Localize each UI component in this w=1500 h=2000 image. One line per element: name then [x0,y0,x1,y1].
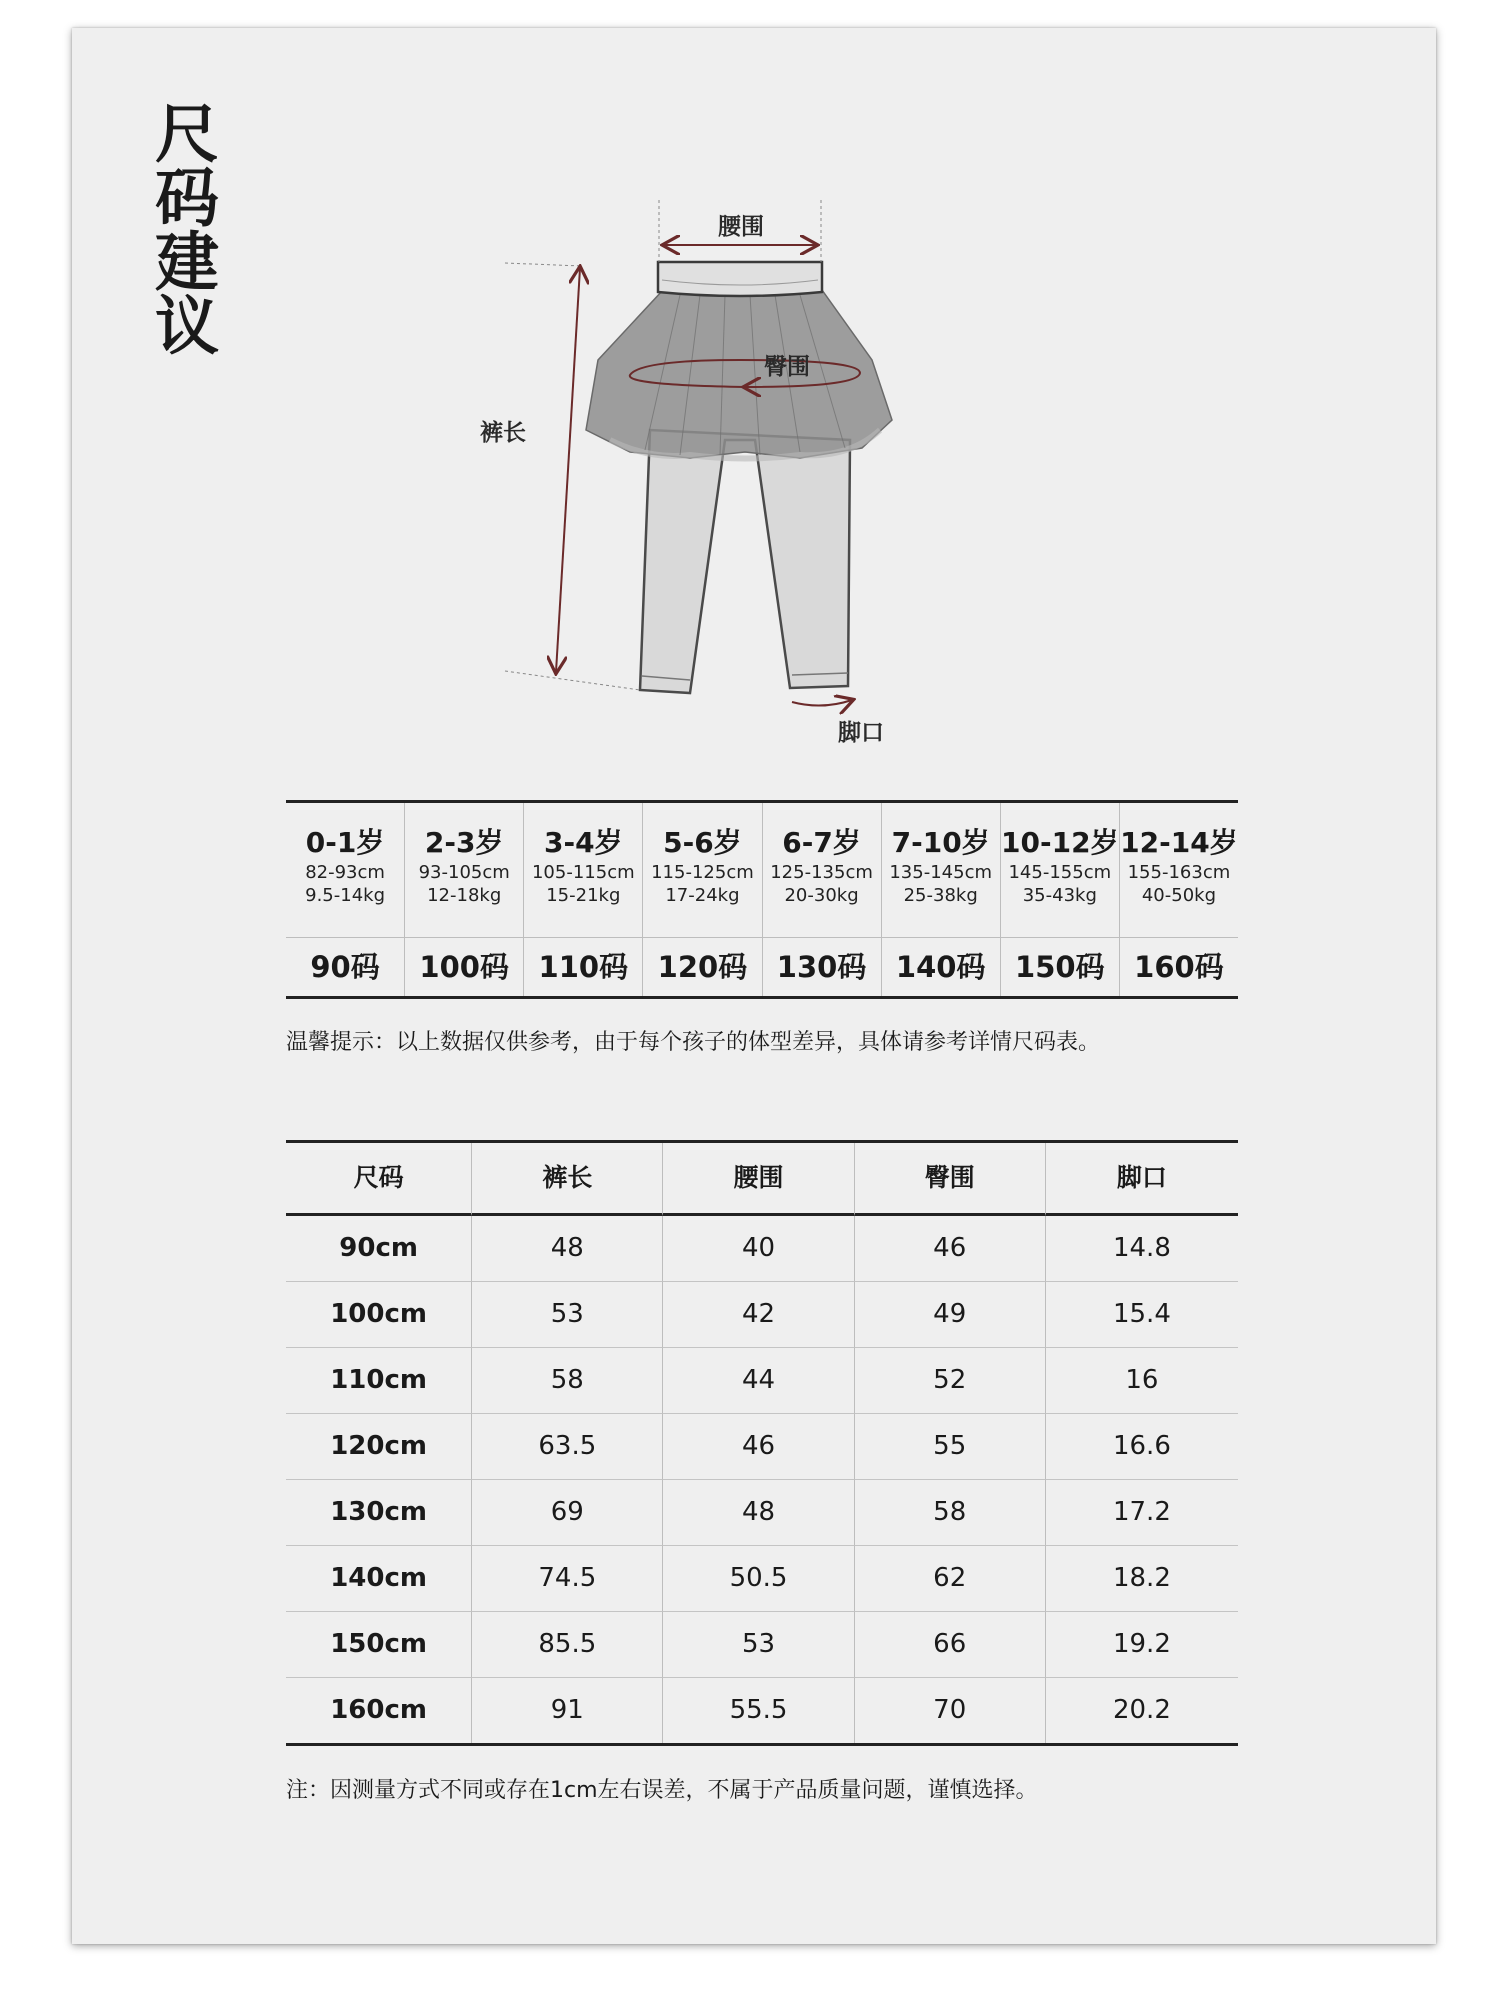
age-cell: 5-6岁 115-125cm 17-24kg [642,803,761,938]
table-cell: 120cm [286,1414,471,1480]
table-cell: 100cm [286,1282,471,1348]
waist-label: 腰围 [718,214,764,240]
table-row [286,1348,1238,1414]
age-cell: 0-1岁 82-93cm 9.5-14kg [286,803,404,938]
table-cell: 55 [854,1414,1045,1480]
table-cell: 66 [854,1612,1045,1678]
hip-label: 臀围 [764,354,810,380]
size-cell: 160码 [1119,938,1238,996]
size-cell: 100码 [404,938,523,996]
table-cell: 52 [854,1348,1045,1414]
table-row [286,1678,1238,1743]
size-cell: 90码 [310,950,380,984]
measurement-diagram [0,0,1500,780]
table-cell: 49 [854,1282,1045,1348]
table-cell: 48 [471,1216,662,1282]
age-cell: 2-3岁 93-105cm 12-18kg [404,803,523,938]
table-cell: 16 [1045,1348,1238,1414]
table-cell: 63.5 [471,1414,662,1480]
header-cell: 裤长 [471,1143,662,1216]
table-row [286,1414,1238,1480]
age-size-table [286,800,1238,999]
table-cell: 15.4 [1045,1282,1238,1348]
table-cell: 14.8 [1045,1216,1238,1282]
header-cell: 尺码 [286,1143,471,1216]
table-cell: 53 [662,1612,853,1678]
table-cell: 69 [471,1480,662,1546]
table-cell: 130cm [286,1480,471,1546]
table-cell: 20.2 [1045,1678,1238,1743]
table-cell: 46 [854,1216,1045,1282]
size-cell: 140码 [881,938,1000,996]
size-cell: 130码 [762,938,881,996]
table-cell: 140cm [286,1546,471,1612]
table-cell: 42 [662,1282,853,1348]
footnote: 注：因测量方式不同或存在1cm左右误差，不属于产品质量问题，谨慎选择。 [286,1778,1038,1803]
leggings-shape [640,430,850,693]
table-cell: 46 [662,1414,853,1480]
hem-label: 脚口 [838,720,884,746]
age-cell: 7-10岁 135-145cm 25-38kg [881,803,1000,938]
hem-arrow [792,700,852,706]
table-cell: 62 [854,1546,1045,1612]
table-cell: 91 [471,1678,662,1743]
table-cell: 18.2 [1045,1546,1238,1612]
page-title: 尺码建议 [144,100,218,356]
age-cell: 6-7岁 125-135cm 20-30kg [762,803,881,938]
table-cell: 58 [854,1480,1045,1546]
table-row [286,1546,1238,1612]
age-row [286,803,1238,938]
measurement-table [286,1140,1238,1746]
size-row [286,938,1238,996]
table-row [286,1612,1238,1678]
table-cell: 160cm [330,1695,427,1725]
table-cell: 50.5 [662,1546,853,1612]
table-cell: 16.6 [1045,1414,1238,1480]
length-arrow [556,268,580,672]
header-cell: 腰围 [662,1143,853,1216]
table-cell: 48 [662,1480,853,1546]
skirt-leggings-illustration [0,0,1500,780]
table-cell: 53 [471,1282,662,1348]
size-cell: 150码 [1000,938,1119,996]
header-cell: 臀围 [854,1143,1045,1216]
table-cell: 150cm [286,1612,471,1678]
table-row [286,1480,1238,1546]
length-label: 裤长 [480,420,526,446]
age-cell: 3-4岁 105-115cm 15-21kg [523,803,642,938]
table-header-row [286,1143,1238,1216]
table-cell: 90cm [286,1216,471,1282]
header-cell: 脚口 [1045,1143,1238,1216]
table-cell: 58 [471,1348,662,1414]
table-cell: 110cm [286,1348,471,1414]
table-row [286,1216,1238,1282]
table-row [286,1282,1238,1348]
table-cell: 70 [854,1678,1045,1743]
table-cell: 85.5 [471,1612,662,1678]
tip-text: 温馨提示：以上数据仅供参考，由于每个孩子的体型差异，具体请参考详情尺码表。 [286,1030,1101,1055]
table-cell: 40 [662,1216,853,1282]
table-cell: 19.2 [1045,1612,1238,1678]
table-cell: 44 [662,1348,853,1414]
table-cell: 55.5 [662,1678,853,1743]
age-cell: 12-14岁 155-163cm 40-50kg [1119,803,1238,938]
table-cell: 74.5 [471,1546,662,1612]
waistband-shape [658,262,822,296]
age-cell: 10-12岁 145-155cm 35-43kg [1000,803,1119,938]
size-cell: 120码 [642,938,761,996]
size-cell: 110码 [523,938,642,996]
table-cell: 17.2 [1045,1480,1238,1546]
